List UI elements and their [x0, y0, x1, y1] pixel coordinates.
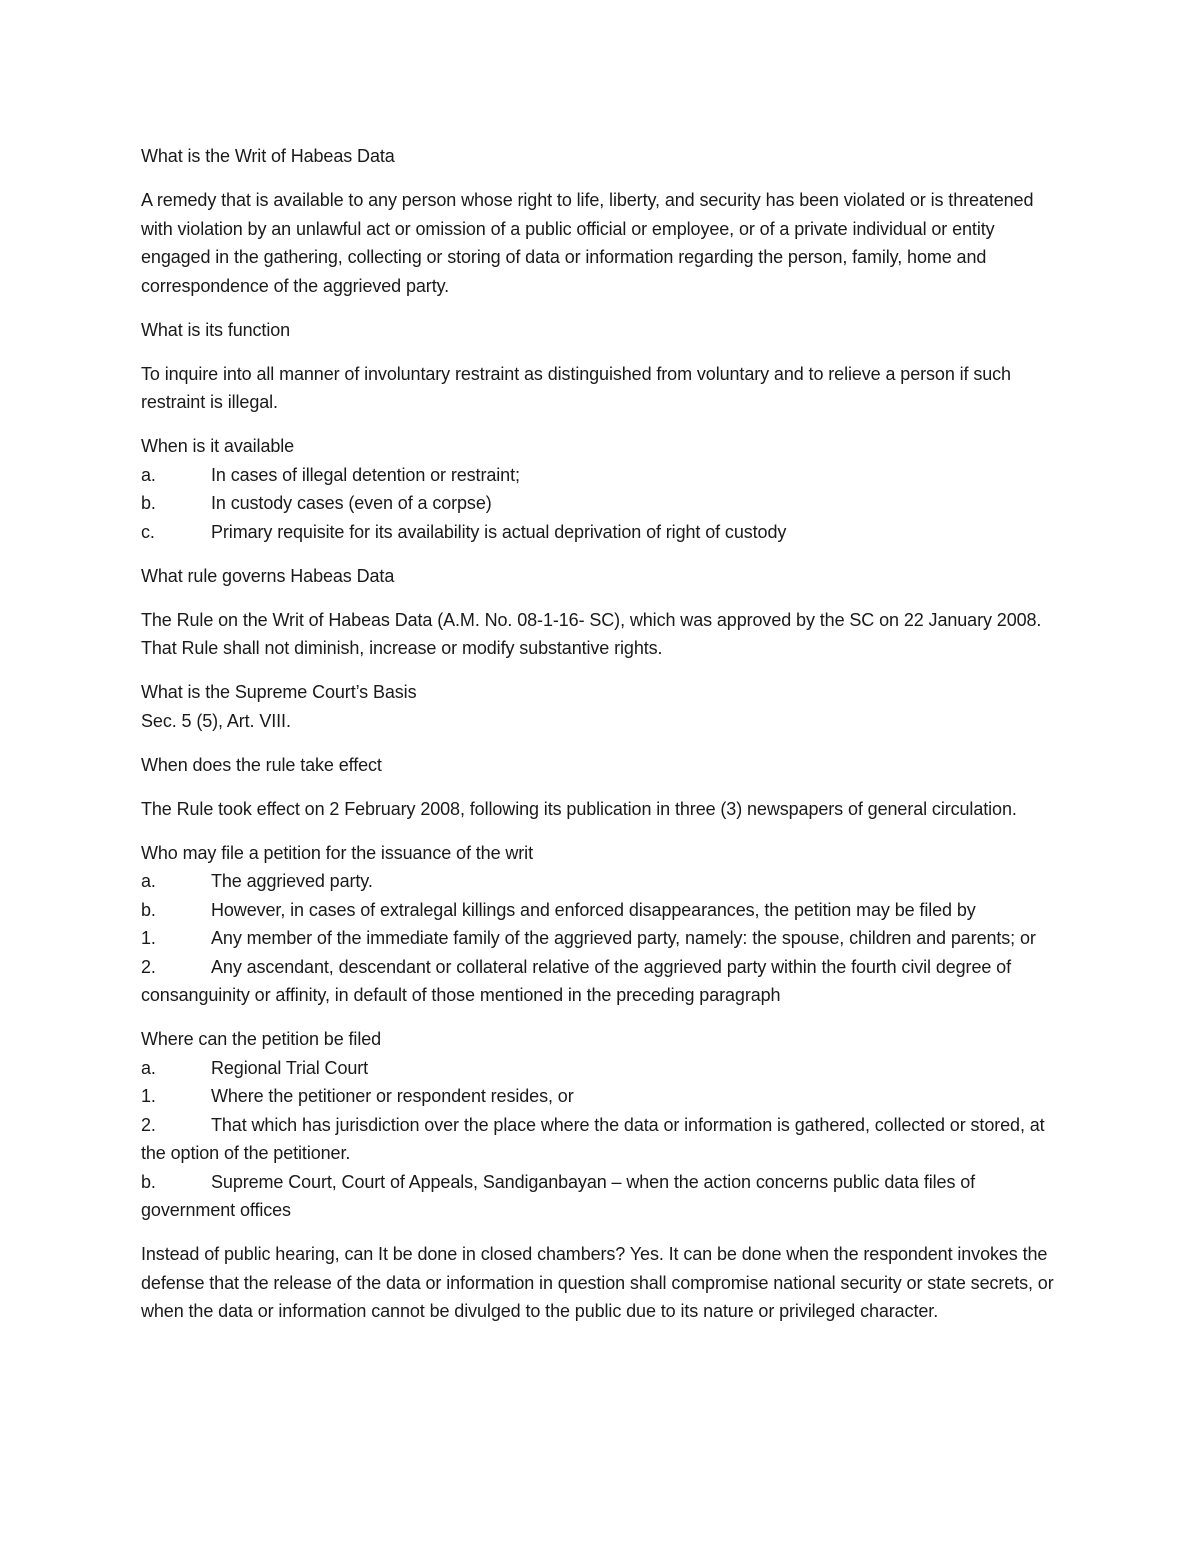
paragraph-function: To inquire into all manner of involuntary restraint as distinguished from voluntary and to relieve a person if such restraint is illegal.: [141, 363, 1011, 412]
list-marker: a.: [141, 1057, 156, 1078]
list-marker: c.: [141, 521, 155, 542]
heading-where-filed: Where can the petition be filed: [141, 1029, 382, 1049]
availability-list: [141, 461, 1066, 547]
list-item: [141, 867, 1066, 896]
heading-governing-rule: What rule governs Habeas Data: [141, 565, 395, 586]
list-item-text: Where the petitioner or respondent resides, or: [211, 1086, 574, 1106]
heading-who-may-file: Who may file a petition for the issuance of the writ: [141, 842, 533, 863]
list-item-text: Any ascendant, descendant or collateral relative of the aggrieved party within the fourth civil degree of consanguinity or affinity, in default of those mentioned in the preceding paragraph: [141, 956, 1011, 1005]
list-marker: 2.: [141, 1114, 156, 1135]
list-marker: b.: [141, 899, 156, 920]
paragraph-definition: A remedy that is available to any person whose right to life, liberty, and security has been violated or is threatened with violation by an unlawful act or omission of a public official or employee, or of a private individual or entity engaged in the gathering, collecting or storing of data or information regarding the person, family, home and correspondence of the aggrieved party.: [141, 190, 1034, 296]
list-item: [141, 1054, 1066, 1083]
list-item: [141, 489, 1066, 518]
list-marker: 1.: [141, 1086, 156, 1106]
list-item: [141, 518, 1066, 547]
list-marker: 1.: [141, 928, 156, 948]
list-item-text: However, in cases of extralegal killings and enforced disappearances, the petition may be filed by: [211, 899, 976, 920]
list-item: [141, 896, 1066, 925]
list-item-text: In custody cases (even of a corpse): [211, 493, 492, 513]
list-marker: b.: [141, 1171, 156, 1192]
list-item-text: The aggrieved party.: [211, 871, 373, 891]
list-item-text: Supreme Court, Court of Appeals, Sandiganbayan – when the action concerns public data files of government offices: [141, 1171, 976, 1220]
list-marker: 2.: [141, 956, 156, 977]
paragraph-basis: Sec. 5 (5), Art. VIII.: [141, 710, 291, 731]
list-item: [141, 1111, 1066, 1168]
heading-effectivity: When does the rule take effect: [141, 754, 382, 775]
list-marker: a.: [141, 464, 156, 485]
who-may-file-list: [141, 867, 1066, 1010]
paragraph-effectivity: The Rule took effect on 2 February 2008, following its publication in three (3) newspapers of general circulation.: [141, 798, 1017, 819]
list-item-text: Primary requisite for its availability is actual deprivation of right of custody: [211, 521, 787, 542]
list-item: [141, 953, 1066, 1010]
heading-what-is-writ: What is the Writ of Habeas Data: [141, 146, 395, 166]
list-marker: a.: [141, 871, 156, 891]
heading-availability: When is it available: [141, 436, 295, 456]
paragraph-governing-rule: The Rule on the Writ of Habeas Data (A.M. No. 08-1-16- SC), which was approved by the SC on 22 January 2008. That Rule shall not diminish, increase or modify substantive rights.: [141, 609, 1042, 658]
list-item: [141, 1168, 1066, 1225]
list-item: [141, 1082, 1066, 1111]
list-item-text: That which has jurisdiction over the place where the data or information is gathered, collected or stored, at the option of the petitioner.: [141, 1114, 1045, 1163]
list-item: [141, 461, 1066, 490]
list-marker: b.: [141, 493, 156, 513]
paragraph-closed-chambers: Instead of public hearing, can It be done in closed chambers? Yes. It can be done when the respondent invokes the defense that the release of the data or information in question shall compromise national security or state secrets, or when the data or information cannot be divulged to the public due to its nature or privileged character.: [141, 1244, 1054, 1321]
list-item: [141, 924, 1066, 953]
where-filed-list: [141, 1054, 1066, 1225]
list-item-text: Regional Trial Court: [211, 1057, 369, 1078]
heading-supreme-court-basis: What is the Supreme Court’s Basis: [141, 682, 417, 702]
list-item-text: In cases of illegal detention or restraint;: [211, 464, 520, 485]
document-page: [141, 142, 1066, 1341]
heading-function: What is its function: [141, 319, 291, 340]
list-item-text: Any member of the immediate family of the aggrieved party, namely: the spouse, children and parents; or: [211, 928, 1036, 948]
